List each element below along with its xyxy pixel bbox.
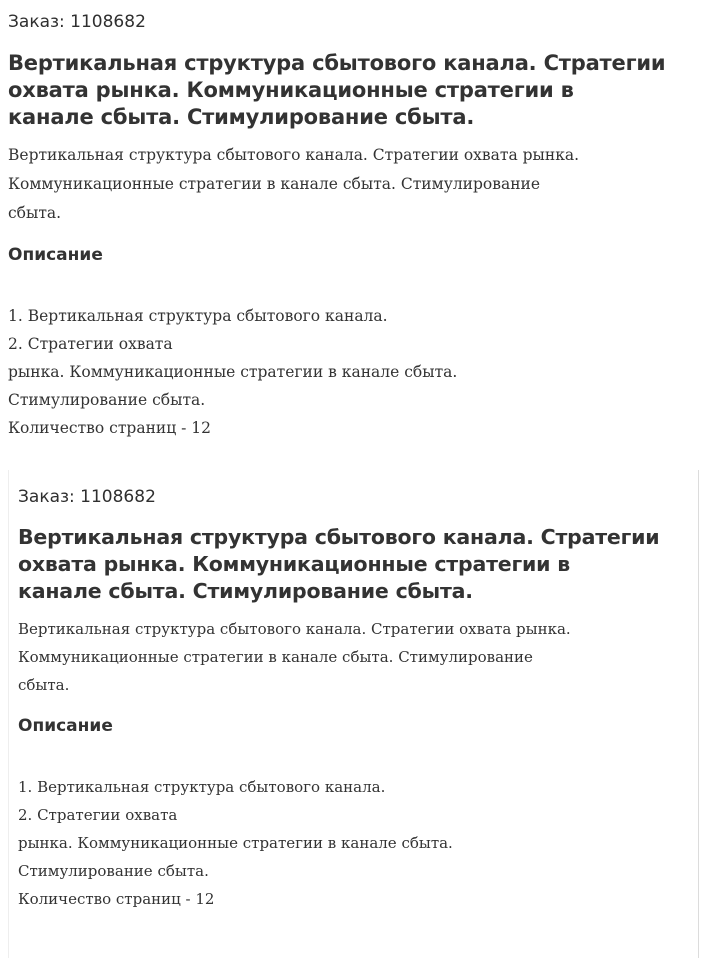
order-subtitle-line: сбыта. [8,204,62,222]
order-title-line: Вертикальная структура сбытового канала. Стратегии [18,525,660,549]
left-border-line [8,470,9,958]
description-line: Стимулирование сбыта. [8,391,206,409]
page-count: Количество страниц - 12 [8,419,212,437]
description-line: 1. Вертикальная структура сбытового канала. [8,307,388,325]
description-line: 1. Вертикальная структура сбытового канала. [18,778,386,796]
description-heading: Описание [18,716,113,736]
right-border-line [698,470,699,958]
order-number: Заказ: 1108682 [8,12,146,32]
description-line: Стимулирование сбыта. [18,862,209,880]
order-subtitle-line: сбыта. [18,676,70,694]
order-title [8,50,698,131]
description-line: рынка. Коммуникационные стратегии в канале сбыта. [8,363,458,381]
order-subtitle-line: Вертикальная структура сбытового канала. Стратегии охвата рынка. [8,146,580,164]
order-title-line: Вертикальная структура сбытового канала. Стратегии [8,51,666,75]
page-count: Количество страниц - 12 [18,890,215,908]
description-line: рынка. Коммуникационные стратегии в канале сбыта. [18,834,453,852]
description-heading: Описание [8,245,103,265]
description-body [18,773,698,913]
order-title-line: охвата рынка. Коммуникационные стратегии в [8,78,574,102]
order-subtitle-line: Коммуникационные стратегии в канале сбыта. Стимулирование [8,175,541,193]
order-card-top [8,10,698,442]
order-subtitle [8,141,698,228]
order-subtitle [18,615,698,699]
description-line: 2. Стратегии охвата [18,806,178,824]
order-title-line: охвата рынка. Коммуникационные стратегии в [18,552,571,576]
order-title [18,524,698,605]
order-subtitle-line: Коммуникационные стратегии в канале сбыта. Стимулирование [18,648,533,666]
order-title-line: канале сбыта. Стимулирование сбыта. [18,579,473,603]
order-card-bottom [18,485,698,913]
order-title-line: канале сбыта. Стимулирование сбыта. [8,105,475,129]
order-number: Заказ: 1108682 [18,487,156,507]
description-body [8,302,698,442]
order-subtitle-line: Вертикальная структура сбытового канала. Стратегии охвата рынка. [18,620,571,638]
description-line: 2. Стратегии охвата [8,335,173,353]
